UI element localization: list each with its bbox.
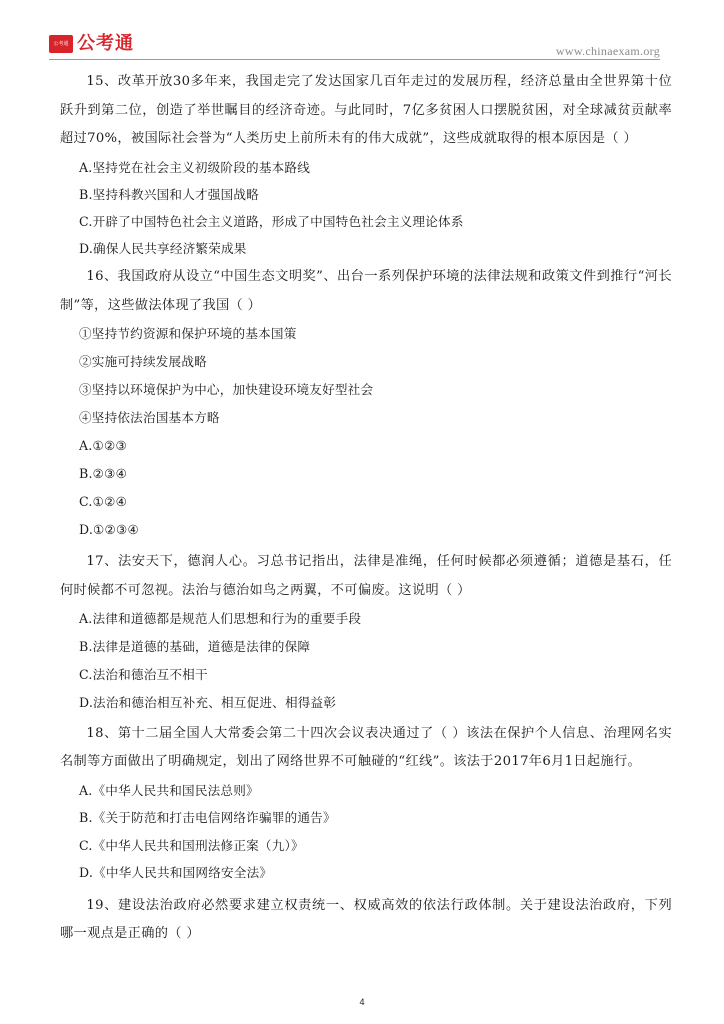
question-16-option-d: D.①②③④: [79, 522, 140, 538]
question-15-option-a: A.坚持党在社会主义初级阶段的基本路线: [79, 159, 310, 175]
question-16-option-c: C.①②④: [79, 494, 128, 510]
question-15-option-d: D.确保人民共享经济繁荣成果: [79, 241, 247, 257]
question-19-stem: 19、建设法治政府必然要求建立权责统一、权威高效的依法行政体制。关于建设法治政府，下列哪一观点是正确的（ ）: [60, 897, 672, 942]
question-18-option-a: A.《中华人民共和国民法总则》: [79, 782, 259, 798]
question-18-options: [60, 777, 672, 887]
question-17-option-d: D.法治和德治相互补充、相互促进、相得益彰: [79, 694, 337, 710]
logo: [49, 34, 134, 54]
question-16-statement-4: ④坚持依法治国基本方略: [79, 410, 220, 426]
question-16-option-a: A.①②③: [79, 438, 127, 454]
question-16-option-b: B.②③④: [79, 466, 128, 482]
header-divider: [49, 59, 660, 60]
question-18-option-c: C.《中华人民共和国刑法修正案（九）》: [79, 837, 304, 853]
question-17-options: [60, 605, 672, 716]
question-18-stem: 18、第十二届全国人大常委会第二十四次会议表决通过了（ ）该法在保护个人信息、治理网名实名制等方面做出了明确规定，划出了网络世界不可触碰的“红线”。该法于2017年6月1日起施行。: [60, 725, 672, 769]
question-17-option-c: C.法治和德治互不相干: [79, 666, 208, 682]
question-16-statement-3: ③坚持以环境保护为中心，加快建设环境友好型社会: [79, 382, 374, 398]
question-15-options: [60, 154, 672, 263]
question-16-options: [60, 320, 672, 544]
page-header: [0, 0, 724, 62]
question-17-stem: 17、法安天下，德润人心。习总书记指出，法律是准绳，任何时候都必须遵循；道德是基石，任何时候都不可忽视。法治与德治如鸟之两翼，不可偏废。这说明（ ）: [60, 554, 672, 598]
question-16-stem: 16、我国政府从设立“中国生态文明奖”、出台一系列保护环境的法律法规和政策文件到推行“河长制”等，这些做法体现了我国（ ）: [60, 269, 672, 313]
question-16-statement-2: ②实施可持续发展战略: [79, 354, 207, 370]
question-15-option-b: B.坚持科教兴国和人才强国战略: [79, 186, 259, 202]
question-18-option-d: D.《中华人民共和国网络安全法》: [79, 865, 273, 881]
question-17-option-a: A.法律和道德都是规范人们思想和行为的重要手段: [79, 611, 362, 627]
page-number: 4: [359, 997, 365, 1007]
question-18-option-b: B.《关于防范和打击电信网络诈骗罪的通告》: [79, 810, 336, 826]
document-body: [60, 66, 672, 949]
question-16-statement-1: ①坚持节约资源和保护环境的基本国策: [79, 326, 297, 342]
question-15-stem: 15、改革开放30多年来，我国走完了发达国家几百年走过的发展历程，经济总量由全世界第十位跃升到第二位，创造了举世瞩目的经济奇迹。与此同时，7亿多贫困人口摆脱贫困，对全球减贫贡献率超过70%，被国际社会誉为“人类历史上前所未有的伟大成就”，这些成就取得的根本原因是（ ）: [60, 74, 672, 146]
logo-badge-icon: 公考通: [49, 35, 73, 53]
site-url: www.chinaexam.org: [555, 44, 660, 58]
logo-text: 公考通: [77, 33, 134, 54]
question-17-option-b: B.法律是道德的基础，道德是法律的保障: [79, 639, 311, 655]
question-15-option-c: C.开辟了中国特色社会主义道路，形成了中国特色社会主义理论体系: [79, 213, 464, 229]
